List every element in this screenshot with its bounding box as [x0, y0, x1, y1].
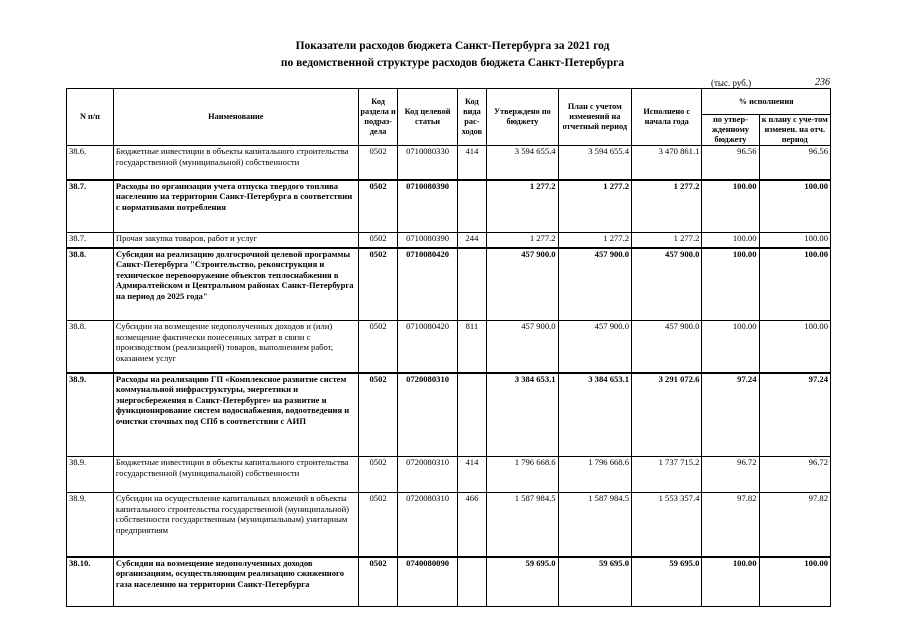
- report-title: Показатели расходов бюджета Санкт-Петербурга за 2021 год: [295, 40, 610, 52]
- cell-name: Субсидии на осуществление капитальных вложений в объекты капитального строительства государственной (муниципальной) собственности государственным (муниципальным) унитарным предприятиям: [113, 493, 358, 557]
- cell-pct-plan: 100.00: [759, 180, 830, 233]
- cell-executed: 1 277.2: [632, 233, 702, 248]
- cell-type: [457, 373, 487, 457]
- cell-target: 0710080390: [398, 180, 457, 233]
- header-name: Наименование: [113, 89, 358, 146]
- cell-name: Субсидии на возмещение недополученных доходов организациям, осуществляющим реализацию сжиженного газа населению на территории Санкт-Петербурга: [113, 557, 358, 607]
- cell-approved: 1 796 668.6: [487, 457, 558, 493]
- cell-section: 0502: [358, 146, 398, 180]
- cell-section: 0502: [358, 557, 398, 607]
- cell-name: Субсидии на реализацию долгосрочной целевой программы Санкт-Петербурга "Строительство, реконструкция и техническое перевооружение объектов теплоснабжения в Адмиралтейском и Центральном районах Санкт-Петербурга на период до 2025 года": [113, 248, 358, 321]
- cell-pct-approved: 97.82: [702, 493, 759, 557]
- cell-type: 414: [457, 146, 487, 180]
- cell-num: 38.9.: [67, 493, 114, 557]
- cell-pct-approved: 100.00: [702, 557, 759, 607]
- cell-num: 38.8.: [67, 248, 114, 321]
- table-row: [67, 373, 831, 457]
- cell-plan: 457 900.0: [558, 321, 631, 373]
- cell-pct-approved: 100.00: [702, 321, 759, 373]
- cell-num: 38.9.: [67, 373, 114, 457]
- cell-section: 0502: [358, 233, 398, 248]
- cell-section: 0502: [358, 180, 398, 233]
- units-label: (тыс. руб.): [711, 78, 752, 88]
- cell-target: 0720080310: [398, 373, 457, 457]
- page-number: 236: [815, 77, 830, 88]
- cell-approved: 457 900.0: [487, 248, 558, 321]
- cell-pct-plan: 96.56: [759, 146, 830, 180]
- cell-executed: 1 737 715.2: [632, 457, 702, 493]
- cell-num: 38.7.: [67, 180, 114, 233]
- cell-target: 0710080420: [398, 321, 457, 373]
- header-plan: План с учетом изменений на отчетный период: [558, 89, 631, 146]
- cell-executed: 3 470 861.1: [632, 146, 702, 180]
- cell-type: [457, 248, 487, 321]
- cell-executed: 59 695.0: [632, 557, 702, 607]
- cell-target: 0710080390: [398, 233, 457, 248]
- cell-approved: 1 277.2: [487, 233, 558, 248]
- cell-pct-approved: 100.00: [702, 233, 759, 248]
- report-subtitle: по ведомственной структуре расходов бюджета Санкт-Петербурга: [280, 57, 625, 69]
- cell-executed: 457 900.0: [632, 248, 702, 321]
- cell-num: 38.9.: [67, 457, 114, 493]
- header-executed: Исполнено с начала года: [632, 89, 702, 146]
- cell-pct-plan: 97.82: [759, 493, 830, 557]
- table-row: [67, 248, 831, 321]
- cell-num: 38.6.: [67, 146, 114, 180]
- cell-num: 38.8.: [67, 321, 114, 373]
- cell-target: 0720080310: [398, 457, 457, 493]
- cell-approved: 59 695.0: [487, 557, 558, 607]
- cell-pct-plan: 100.00: [759, 248, 830, 321]
- header-target: Код целевой статьи: [398, 89, 457, 146]
- cell-pct-plan: 100.00: [759, 233, 830, 248]
- cell-pct-approved: 100.00: [702, 248, 759, 321]
- cell-pct-plan: 97.24: [759, 373, 830, 457]
- cell-executed: 3 291 072.6: [632, 373, 702, 457]
- header-pct-plan: к плану с уче-том изменен. на отч. период: [759, 115, 830, 146]
- cell-name: Прочая закупка товаров, работ и услуг: [113, 233, 358, 248]
- cell-type: 811: [457, 321, 487, 373]
- cell-pct-plan: 96.72: [759, 457, 830, 493]
- table-row: [67, 180, 831, 233]
- cell-type: [457, 557, 487, 607]
- cell-num: 38.7.: [67, 233, 114, 248]
- cell-plan: 1 277.2: [558, 233, 631, 248]
- budget-table: [66, 88, 831, 607]
- table-row: [67, 493, 831, 557]
- cell-name: Субсидии на возмещение недополученных доходов и (или) возмещение фактически понесенных затрат в связи с производством (реализацией) товаров, выполнением работ, оказанием услуг: [113, 321, 358, 373]
- cell-plan: 1 796 668.6: [558, 457, 631, 493]
- cell-type: 244: [457, 233, 487, 248]
- table-row: [67, 457, 831, 493]
- cell-plan: 1 277.2: [558, 180, 631, 233]
- table-row: [67, 557, 831, 607]
- table-row: [67, 146, 831, 180]
- cell-approved: 3 384 653.1: [487, 373, 558, 457]
- cell-type: [457, 180, 487, 233]
- cell-target: 0740080090: [398, 557, 457, 607]
- cell-target: 0710080420: [398, 248, 457, 321]
- header-approved: Утверждено по бюджету: [487, 89, 558, 146]
- cell-section: 0502: [358, 493, 398, 557]
- cell-pct-plan: 100.00: [759, 557, 830, 607]
- cell-executed: 457 900.0: [632, 321, 702, 373]
- cell-pct-approved: 96.72: [702, 457, 759, 493]
- header-num: N п/п: [67, 89, 114, 146]
- header-section: Код раздела и подраз-дела: [358, 89, 398, 146]
- table-row: [67, 321, 831, 373]
- cell-plan: 457 900.0: [558, 248, 631, 321]
- cell-pct-plan: 100.00: [759, 321, 830, 373]
- cell-approved: 1 587 984.5: [487, 493, 558, 557]
- cell-section: 0502: [358, 373, 398, 457]
- cell-name: Расходы по организации учета отпуска твердого топлива населению на территории Санкт-Петербурга в соответствии с нормативами потребления: [113, 180, 358, 233]
- cell-pct-approved: 96.56: [702, 146, 759, 180]
- cell-plan: 3 384 653.1: [558, 373, 631, 457]
- cell-section: 0502: [358, 457, 398, 493]
- cell-name: Бюджетные инвестиции в объекты капитального строительства государственной (муниципальной) собственности: [113, 146, 358, 180]
- cell-type: 466: [457, 493, 487, 557]
- cell-plan: 3 594 655.4: [558, 146, 631, 180]
- cell-plan: 59 695.0: [558, 557, 631, 607]
- cell-approved: 1 277.2: [487, 180, 558, 233]
- cell-section: 0502: [358, 248, 398, 321]
- table-row: [67, 233, 831, 248]
- cell-name: Бюджетные инвестиции в объекты капитального строительства государственной (муниципальной) собственности: [113, 457, 358, 493]
- cell-executed: 1 553 357.4: [632, 493, 702, 557]
- cell-pct-approved: 97.24: [702, 373, 759, 457]
- cell-target: 0720080310: [398, 493, 457, 557]
- cell-target: 0710080330: [398, 146, 457, 180]
- cell-num: 38.10.: [67, 557, 114, 607]
- cell-plan: 1 587 984.5: [558, 493, 631, 557]
- cell-pct-approved: 100.00: [702, 180, 759, 233]
- header-pct: % исполнения: [702, 89, 831, 115]
- cell-executed: 1 277.2: [632, 180, 702, 233]
- header-type: Код вида рас-ходов: [457, 89, 487, 146]
- cell-approved: 3 594 655.4: [487, 146, 558, 180]
- cell-approved: 457 900.0: [487, 321, 558, 373]
- cell-name: Расходы на реализацию ГП «Комплексное развитие систем коммунальной инфраструктуры, энергетики и энергосбережения в Санкт-Петербурге» на развитие и функционирование систем водоснабжения, водоотведения и очистки сточных под СПб в соответствии с АИП: [113, 373, 358, 457]
- cell-type: 414: [457, 457, 487, 493]
- cell-section: 0502: [358, 321, 398, 373]
- header-pct-approved: по утвер-жденному бюджету: [702, 115, 759, 146]
